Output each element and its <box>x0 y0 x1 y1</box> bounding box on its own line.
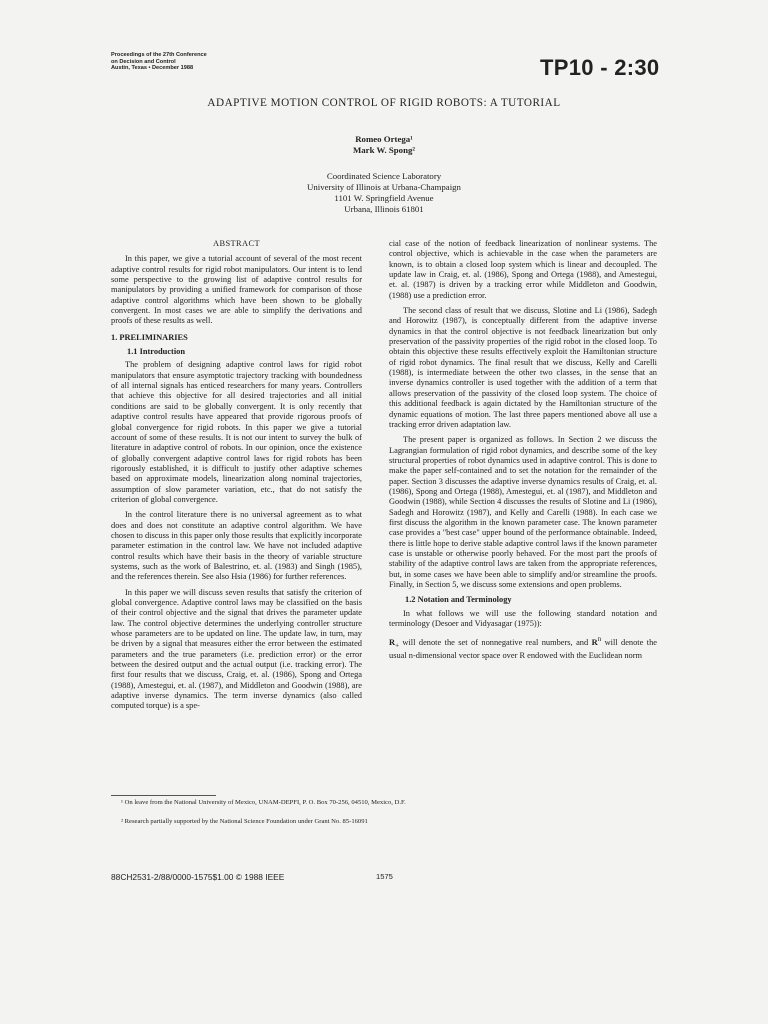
rn-superscript: n <box>597 635 602 644</box>
affiliation-line: 1101 W. Springfield Avenue <box>334 193 434 203</box>
affiliation-line: Coordinated Science Laboratory <box>326 171 442 181</box>
right-column <box>389 239 657 667</box>
publication-code: 88CH2531-2/88/0000-1575$1.00 © 1988 IEEE <box>111 872 285 882</box>
abstract-text: In this paper, we give a tutorial account of several of the most recent adaptive control results for rigid robot manipulators. Our intent is to lend some perspective to the growing list of adaptive control results for manipulators by providing a unified framework for comparison of those adaptive control algorithms which have been shown to be globally convergent. In most cases we are able to simplify the derivations and proofs of these results as well. <box>111 254 362 326</box>
authors <box>0 134 768 156</box>
conference-line: on Decision and Control <box>111 58 176 65</box>
notation-text: will denote the set of nonnegative real numbers, and <box>399 638 592 648</box>
body-paragraph: cial case of the notion of feedback linearization of nonlinear systems. The control objective, which is achievable in the case when the parameters are known, is to obtain a closed loop system which is linear and decoupled. The update law in Craig, et. al. (1986), Spong and Ortega (1988), and Amestegui, et. al. (1987) is driven by a tracking error while Middleton and Goodwin, (1988) use a prediction error. <box>389 239 657 300</box>
body-paragraph: The second class of result that we discuss, Slotine and Li (1986), Sadegh and Horowitz (1987), is conceptually different from the adaptive inverse dynamics in that the control objective is not feedback linearization but only preservation of the passivity properties of the rigid robot in the closed loop. To obtain this objective these results effectively exploit the Hamiltonian structure of rigid robot dynamics. The final result that we discuss, Kelly and Carelli (1988), is intermediate between the other two classes, in the sense that an inverse dynamics controller is used together with the addition of a term that allows preservation of the passivity of the closed loop system. The choice of this additional feedback is again dictated by the Hamiltonian structure of the dynamic equations of motion. The last three papers mentioned above all use a tracking error driven adaptation law. <box>389 306 657 429</box>
notation-paragraph <box>389 634 657 661</box>
footnote-rule <box>111 795 216 796</box>
page-number: 1575 <box>376 872 393 881</box>
conference-line: Austin, Texas • December 1988 <box>111 65 194 72</box>
abstract-heading: ABSTRACT <box>213 239 260 248</box>
body-paragraph: In what follows we will use the following standard notation and terminology (Desoer and Vidyasagar (1975)): <box>389 608 657 629</box>
body-paragraph: The problem of designing adaptive control laws for rigid robot manipulators that ensure asymptotic trajectory tracking with boundedness of all internal signals has enticed researchers for many years. Controllers that achieve this objective for all desired trajectories and all initial conditions are said to be globally convergent. It is only recently that adaptive control results have appeared that provide rigorous proofs of global convergence for rigid robots. In this paper we give a tutorial account of some of these results. It is not our intent to survey the bulk of literature in adaptive control of robots. In our opinion, once the existence of globally convergent adaptive control laws for rigid robots has been rigorously established, it is difficult to justify other adaptive schemes based on approximate models, linearization along nominal trajectories, assumption of slow parameter variation, etc., that do not satisfy the criterion of global convergence. <box>111 360 362 504</box>
reals-symbol: R <box>389 638 396 648</box>
author: Mark W. Spong² <box>352 145 416 155</box>
author: Romeo Ortega¹ <box>355 134 413 144</box>
section-heading: 1. PRELIMINARIES <box>111 332 188 342</box>
left-column <box>111 239 362 717</box>
footnote: ¹ On leave from the National University of Mexico, UNAM-DEPFI, P. O. Box 70-256, 04510, Mexico, D.F. <box>121 799 406 806</box>
paper-title: ADAPTIVE MOTION CONTROL OF RIGID ROBOTS: A TUTORIAL <box>207 97 561 109</box>
conference-line: Proceedings of the 27th Conference <box>111 52 207 58</box>
conference-info <box>111 52 207 72</box>
body-paragraph: In the control literature there is no universal agreement as to what does and does not constitute an adaptive control algorithm. We have chosen to discuss in this paper only those results that explicitly incorporate parameter estimation in the control law. We have not included adaptive control results which have their basis in the theory of variable structure systems, such as the work of Balestrino, et. al. (1983) and Singh (1985), and the references therein. See also Hsia (1986) for further references. <box>111 510 362 582</box>
affiliation-line: Urbana, Illinois 61801 <box>344 204 424 214</box>
subsection-heading: 1.1 Introduction <box>127 347 186 357</box>
footnote: ² Research partially supported by the National Science Foundation under Grant No. 85-16091 <box>121 818 368 825</box>
rn-symbol: R <box>591 638 598 648</box>
affiliation-line: University of Illinois at Urbana-Champaign <box>307 182 461 192</box>
body-paragraph: The present paper is organized as follows. In Section 2 we discuss the Lagrangian formulation of rigid robot dynamics, and describe some of the key structural properties of robot dynamics used in adaptive control. This is done to make the paper self-contained and to set the notation for the remainder of the paper. Section 3 discusses the adaptive inverse dynamics results of Craig, et. al. (1986), Spong and Ortega (1988), Amestegui, et. al (1987), and Middleton and Goodwin (1988), while Section 4 discusses the results of Slotine and Li (1986), Sadegh and Horowitz (1987), and Kelly and Carelli (1988). In each case we first discuss the algorithm in the known parameter case. The known parameter case provides a "best case" upper bound of the performance obtainable. Indeed, there is little hope to derive stable adaptive control laws if the known parameter case is unstable or otherwise poorly behaved. For the most part the proofs of stability of the adaptive control laws are taken from the appropriate references, but, in some cases we have been able to simplify and/or streamline the proofs. Finally, in Section 5, we discuss some extensions and open problems. <box>389 435 657 589</box>
subsection-heading: 1.2 Notation and Terminology <box>405 595 512 605</box>
session-id: TP10 - 2:30 <box>540 55 660 80</box>
reals-subscript: + <box>395 641 400 650</box>
affiliation <box>0 171 768 215</box>
body-paragraph: In this paper we will discuss seven results that satisfy the criterion of global convergence. Adaptive control laws may be classified on the basis of their control objective and the signal that drives the parameter update law. The control objective determines the underlying controller structure whose parameters are to be updated on line. The update law, in turn, may be driven by a signal that measures either the error between the estimated parameters and the true parameters (i.e. prediction error) or the error between the desired output and the actual output (i.e. tracking error). The first four results that we discuss, Craig, et. al. (1986), Spong and Ortega (1988), Amestegui, et. al. (1987), and Middleton and Goodwin (1988), are adaptive inverse dynamics. The term inverse dynamics (also called computed torque) is a spe- <box>111 587 362 711</box>
notation-text: will denote the usual n-dimensional vector space over R endowed with the Euclidean norm <box>389 638 657 661</box>
